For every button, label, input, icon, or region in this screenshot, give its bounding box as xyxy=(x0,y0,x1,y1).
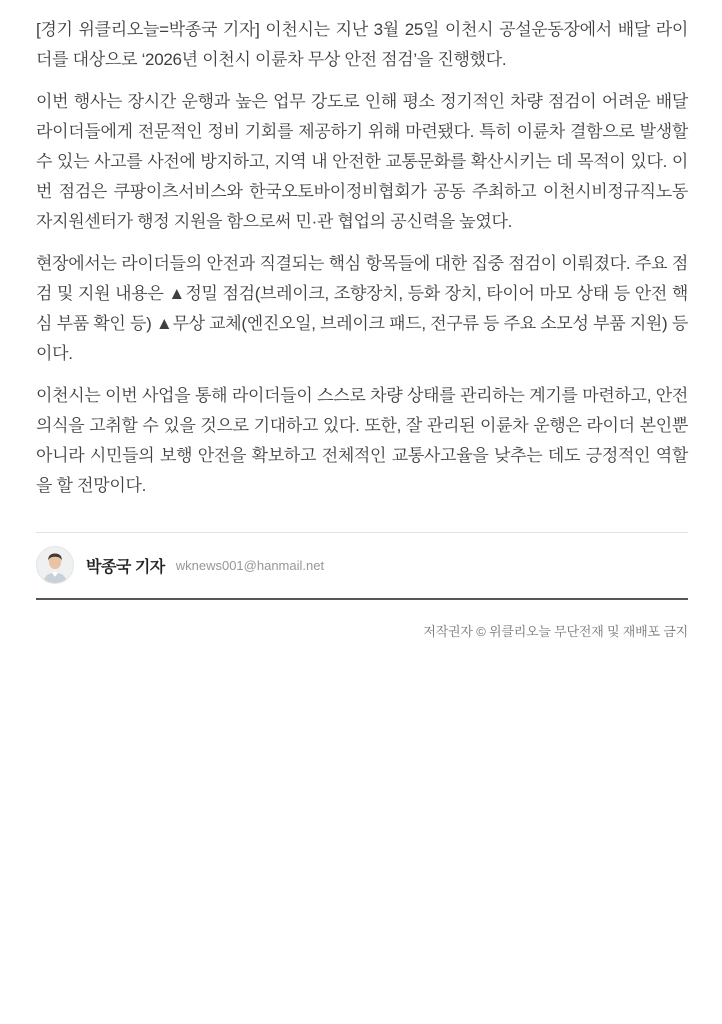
reporter-name-link[interactable]: 박종국 기자 xyxy=(86,558,165,576)
reporter-avatar[interactable] xyxy=(36,546,74,584)
article-paragraph: [경기 위클리오늘=박종국 기자] 이천시는 지난 3월 25일 이천시 공설운동장에서 배달 라이더를 대상으로 ‘2026년 이천시 이륜차 무상 안전 점검’을 진행했다. xyxy=(36,20,688,69)
article-paragraph: 이천시는 이번 사업을 통해 라이더들이 스스로 차량 상태를 관리하는 계기를 마련하고, 안전 의식을 고취할 수 있을 것으로 기대하고 있다. 또한, 잘 관리된 이륜차 운행은 라이더 본인뿐 아니라 시민들의 보행 안전을 확보하고 전체적인 교통사고율을 낮추는 데도 긍정적인 역할을 할 전망이다. xyxy=(36,386,688,495)
reporter-byline xyxy=(36,533,688,598)
article-paragraph: 이번 행사는 장시간 운행과 높은 업무 강도로 인해 평소 정기적인 차량 점검이 어려운 배달 라이더들에게 전문적인 정비 기회를 제공하기 위해 마련됐다. 특히 이륜차 결함으로 발생할 수 있는 사고를 사전에 방지하고, 지역 내 안전한 교통문화를 확산시키는 데 목적이 있다. 이번 점검은 쿠팡이츠서비스와 한국오토바이정비협회가 공동 주최하고 이천시비정규직노동자지원센터가 행정 지원을 함으로써 민·관 협업의 공신력을 높였다. xyxy=(36,92,688,231)
byline-bottom-divider xyxy=(36,598,688,600)
article-paragraph: 현장에서는 라이더들의 안전과 직결되는 핵심 항목들에 대한 집중 점검이 이뤄졌다. 주요 점검 및 지원 내용은 ▲정밀 점검(브레이크, 조향장치, 등화 장치, 타이어 마모 상태 등 안전 핵심 부품 확인 등) ▲무상 교체(엔진오일, 브레이크 패드, 전구류 등 주요 소모성 부품 지원) 등이다. xyxy=(36,254,688,363)
copyright-notice: 저작권자 © 위클리오늘 무단전재 및 재배포 금지 xyxy=(423,624,688,639)
person-photo-icon xyxy=(37,547,73,583)
reporter-email-link[interactable]: wknews001@hanmail.net xyxy=(175,557,325,573)
article-body xyxy=(36,15,688,501)
